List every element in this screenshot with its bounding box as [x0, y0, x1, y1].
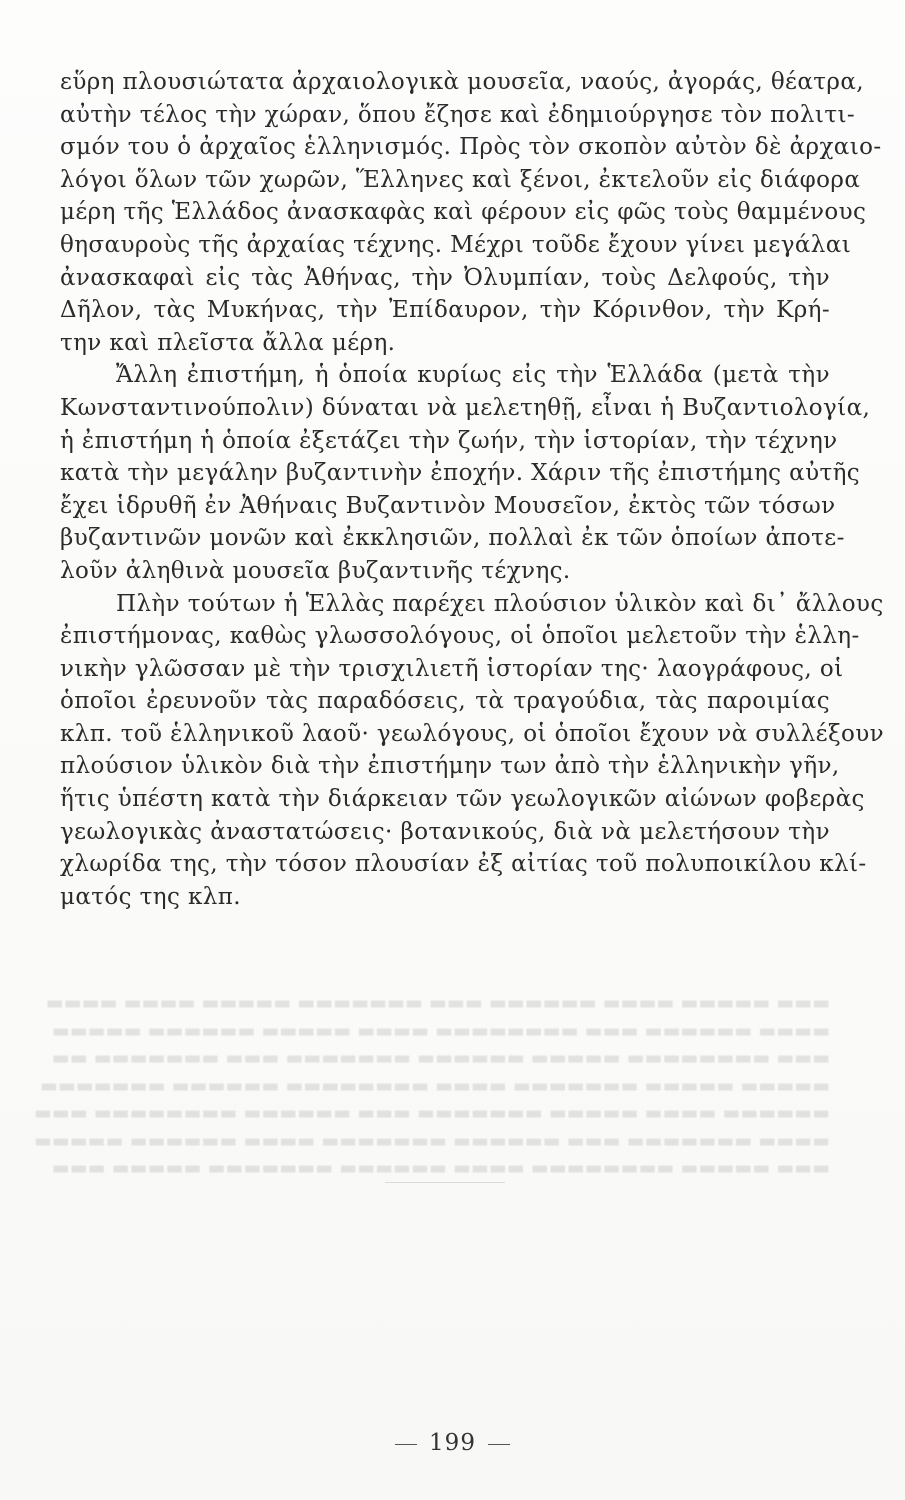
text-line: ἥτις ὑπέστη κατὰ τὴν διάρκειαν τῶν γεωλογικῶν αἰώνων φοβερὰς [60, 786, 865, 813]
text-line: λοῦν ἀληθινὰ μουσεῖα βυζαντινῆς τέχνης. [60, 557, 571, 584]
text-line: πλούσιον ὑλικὸν διὰ τὴν ἐπιστήμην των ἀπὸ τὴν ἑλληνικὴν γῆν, [60, 753, 840, 780]
text-line: χλωρίδα της, τὴν τόσον πλουσίαν ἐξ αἰτίας τοῦ πολυποικίλου κλί- [60, 851, 867, 878]
text-column [60, 66, 885, 913]
text-line: ματός της κλπ. [60, 883, 241, 910]
text-line: γεωλογικὰς ἀναστατώσεις· βοτανικούς, διὰ νὰ μελετήσουν τὴν [60, 818, 830, 845]
text-line: ὁποῖοι ἐρευνοῦν τὰς παραδόσεις, τὰ τραγούδια, τὰς παροιμίας [60, 688, 830, 715]
text-line: μέρη τῆς Ἑλλάδος ἀνασκαφὰς καὶ φέρουν εἰς φῶς τοὺς θαμμένους [60, 199, 867, 226]
text-line: σμόν του ὁ ἀρχαῖος ἑλληνισμός. Πρὸς τὸν σκοπὸν αὐτὸν δὲ ἀρχαιο- [60, 134, 882, 161]
bleed-through-rule [385, 1182, 505, 1183]
dash-right [488, 1444, 510, 1445]
text-line: θησαυροὺς τῆς ἀρχαίας τέχνης. Μέχρι τοῦδε ἔχουν γίνει μεγάλαι [60, 231, 852, 258]
text-line: Δῆλον, τὰς Μυκήνας, τὴν Ἐπίδαυρον, τὴν Κόρινθον, τὴν Κρή- [60, 297, 830, 324]
text-line: κλπ. τοῦ ἑλληνικοῦ λαοῦ· γεωλόγους, οἱ ὁποῖοι ἔχουν νὰ συλλέξουν [60, 720, 885, 747]
text-line: ἀνασκαφαὶ εἰς τὰς Ἀθήνας, τὴν Ὀλυμπίαν, τοὺς Δελφούς, τὴν [60, 264, 830, 291]
text-line: εὕρη πλουσιώτατα ἀρχαιολογικὰ μουσεῖα, ναούς, ἀγοράς, θέατρα, [60, 69, 864, 95]
text-line: αὐτὴν τέλος τὴν χώραν, ὅπου ἔζησε καὶ ἐδημιούργησε τὸν πολιτι- [60, 101, 856, 128]
text-line: την καὶ πλεῖστα ἄλλα μέρη. [60, 329, 396, 356]
paragraph-start-line: Πλὴν τούτων ἡ Ἑλλὰς παρέχει πλούσιον ὑλικὸν καὶ δι᾽ ἄλλους [116, 590, 884, 617]
text-line: ἔχει ἱδρυθῆ ἐν Ἀθήναις Βυζαντινὸν Μουσεῖον, ἐκτὸς τῶν τόσων [60, 492, 836, 519]
text-line: λόγοι ὅλων τῶν χωρῶν, Ἕλληνες καὶ ξένοι, ἐκτελοῦν εἰς διάφορα [60, 166, 861, 193]
text-line: Κωνσταντινούπολιν) δύναται νὰ μελετηθῇ, εἶναι ἡ Βυζαντιολογία, [60, 394, 871, 421]
text-line: βυζαντινῶν μονῶν καὶ ἐκκλησιῶν, πολλαὶ ἐκ τῶν ὁποίων ἀποτε- [60, 525, 845, 552]
text-line: νικὴν γλῶσσαν μὲ τὴν τρισχιλιετῆ ἱστορίαν της· λαογράφους, οἱ [60, 655, 844, 682]
bleed-through-texture: ▬▬▬ ▬▬▬▬▬ ▬▬▬▬ ▬▬▬▬▬▬ ▬▬▬ ▬▬▬▬▬▬▬ ▬▬▬▬▬ ▬▬▬▬ ▬▬▬▬ ▬▬▬▬ ▬▬▬▬▬▬ ▬▬▬ ▬▬▬▬▬▬▬▬ ▬▬▬▬ ▬▬▬▬▬ ▬▬▬▬▬▬ ▬▬▬▬▬ ▬▬▬ ▬▬▬▬▬▬▬▬ ▬▬▬▬▬ ▬▬▬▬▬▬ ▬▬▬▬▬▬▬ ▬▬▬ ▬▬▬▬▬▬▬ ▬▬ ▬▬▬▬▬ ▬▬▬▬▬ ▬▬▬▬▬▬▬ ▬▬▬▬ ▬▬▬▬▬▬▬▬ ▬▬▬▬▬▬ ▬▬▬▬▬▬▬ ▬▬▬▬▬▬ ▬▬▬▬ ▬▬▬▬▬ ▬▬▬▬▬▬▬ ▬▬▬ ▬▬▬▬▬▬ ▬▬▬▬▬▬▬▬ ▬▬▬ ▬▬▬▬ ▬▬▬▬▬▬▬ ▬▬▬ ▬▬▬▬▬▬ ▬▬▬▬▬▬▬ ▬▬▬▬ ▬▬▬▬▬▬ ▬▬▬▬▬ ▬▬▬ ▬▬▬▬▬ ▬▬▬▬▬▬▬▬ ▬▬▬▬ ▬▬▬▬▬▬ ▬▬▬▬▬▬▬ ▬▬▬▬▬ ▬▬▬ [33, 992, 830, 1179]
text-line: κατὰ τὴν μεγάλην βυζαντινὴν ἐποχήν. Χάριν τῆς ἐπιστήμης αὐτῆς [60, 460, 861, 487]
page-footer [0, 1430, 905, 1456]
dash-left [395, 1444, 417, 1445]
page-number: 199 [429, 1430, 476, 1456]
text-line: ἡ ἐπιστήμη ἡ ὁποία ἐξετάζει τὴν ζωήν, τὴν ἱστορίαν, τὴν τέχνην [60, 427, 838, 454]
text-line: ἐπιστήμονας, καθὼς γλωσσολόγους, οἱ ὁποῖοι μελετοῦν τὴν ἑλλη- [60, 623, 860, 650]
paragraph-start-line: Ἄλλη ἐπιστήμη, ἡ ὁποία κυρίως εἰς τὴν Ἑλλάδα (μετὰ τὴν [116, 362, 830, 389]
